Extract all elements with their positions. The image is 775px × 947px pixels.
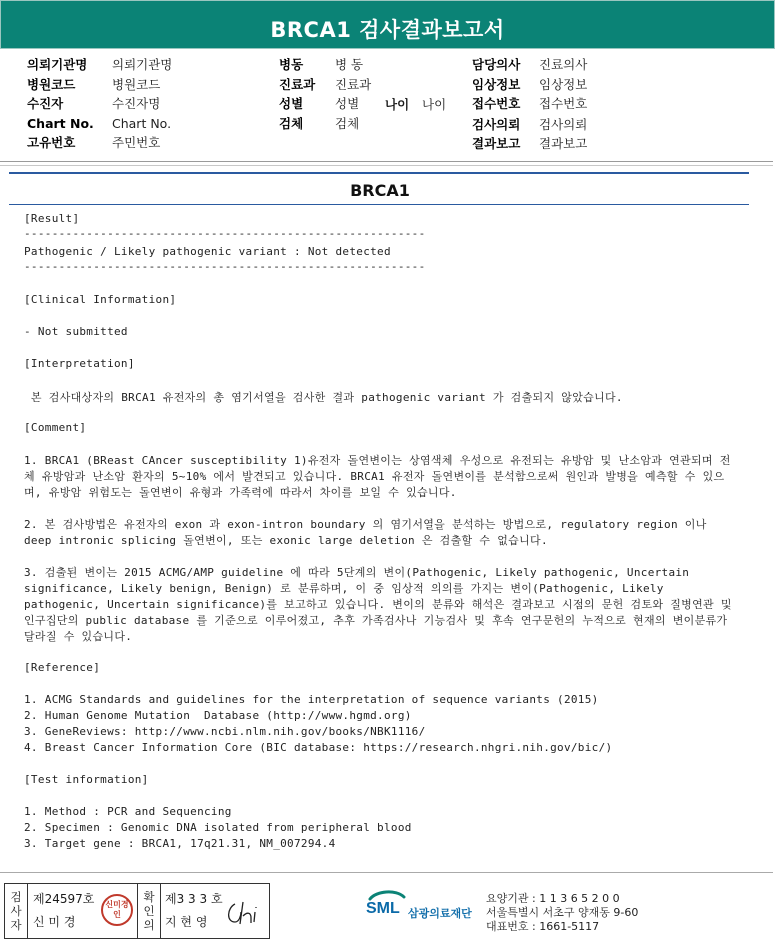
department-value: 진료과 bbox=[335, 76, 372, 92]
interpretation-heading: [Interpretation] bbox=[24, 357, 135, 370]
gene-title: BRCA1 bbox=[350, 181, 410, 200]
examiner-label: 검사자 bbox=[5, 884, 28, 938]
hospital-code-label: 병원코드 bbox=[27, 76, 76, 92]
clinical-info-value: 임상정보 bbox=[539, 76, 588, 92]
test-info-heading: [Test information] bbox=[24, 773, 149, 786]
patient-value: 수진자명 bbox=[112, 96, 161, 111]
patient-label: 수진자 bbox=[27, 96, 64, 111]
reference-heading: [Reference] bbox=[24, 661, 101, 674]
header-divider-secondary bbox=[0, 165, 773, 166]
chart-no-value: Chart No. bbox=[112, 115, 172, 131]
test-request-value: 검사의뢰 bbox=[539, 116, 588, 132]
comment-item: 3. 검출된 변이는 2015 ACMG/AMP guideline 에 따라 5단계의 변이(Pathogenic, Likely pathogenic, Uncertain significance, Likely benign, Benign) 로 분류하며, 이 중 임상적 의의를 가지는 변이(Pathogenic, Likely pathogenic, Uncertain significance)를 보고하고 있습니다. 변이의 분류와 해석은 결과보고 시점의 문헌 검토와 질병연관 및 인구집단의 public database 를 기준으로 이루어졌고, 추후 가족검사나 기능검사 및 후속 연구문헌의 누적으로 현재의 변이분류가 달라질 수 있습니다. bbox=[24, 566, 732, 643]
institution-phone: 대표번호 : 1661-5117 bbox=[486, 920, 600, 933]
logo-mark: SML bbox=[366, 900, 400, 917]
examiner-seal: 신미경인 bbox=[101, 894, 133, 926]
section-rule-bottom bbox=[9, 204, 749, 205]
reference-item: 2. Human Genome Mutation Database (http://www.hgmd.org) bbox=[24, 709, 412, 722]
result-divider-bottom: ---------------------------------------------------------- bbox=[24, 260, 426, 273]
age-value: 나이 bbox=[422, 96, 447, 112]
comment-item: 2. 본 검사방법은 유전자의 exon 과 exon-intron boundary 의 염기서열을 분석하는 방법으로, regulatory region 이나 deep intronic splicing 돌연변이, 또는 exonic large deletion 은 검출할 수 없습니다. bbox=[24, 518, 707, 547]
reviewer-label: 확인의 bbox=[137, 884, 161, 938]
result-report-label: 결과보고 bbox=[472, 136, 521, 151]
test-info-item: 3. Target gene : BRCA1, 17q21.31, NM_007294.4 bbox=[24, 837, 336, 850]
hospital-code-value: 병원코드 bbox=[112, 76, 161, 92]
specimen-value: 검체 bbox=[335, 115, 360, 131]
institution-logo bbox=[366, 889, 486, 925]
clinical-info-label: 임상정보 bbox=[472, 76, 521, 92]
reference-item: 4. Breast Cancer Information Core (BIC database: https://research.nhgri.nih.gov/bic/) bbox=[24, 741, 613, 754]
footer-divider bbox=[0, 872, 773, 873]
sex-label: 성별 bbox=[279, 96, 304, 111]
department-label: 진료과 bbox=[279, 76, 316, 92]
ward-label: 병동 bbox=[279, 57, 304, 72]
report-title: BRCA1 검사결과보고서 bbox=[270, 18, 505, 42]
test-request-label: 검사의뢰 bbox=[472, 116, 521, 132]
reviewer-signature bbox=[223, 898, 263, 928]
institution-address: 서울특별시 서초구 양재동 9-60 bbox=[486, 906, 639, 919]
examiner-license-no: 제24597호 bbox=[33, 892, 95, 906]
section-rule-top bbox=[9, 172, 749, 174]
specimen-label: 검체 bbox=[279, 115, 304, 131]
physician-value: 진료의사 bbox=[539, 57, 588, 72]
referring-institution-label: 의뢰기관명 bbox=[27, 57, 88, 72]
test-info-item: 1. Method : PCR and Sequencing bbox=[24, 805, 232, 818]
result-line: Pathogenic / Likely pathogenic variant : Not detected bbox=[24, 245, 391, 258]
accession-no-label: 접수번호 bbox=[472, 96, 521, 111]
ward-value: 병 동 bbox=[335, 57, 364, 72]
comment-heading: [Comment] bbox=[24, 421, 87, 434]
patient-info-column-2 bbox=[279, 55, 371, 133]
report-header bbox=[0, 0, 775, 49]
accession-no-value: 접수번호 bbox=[539, 96, 588, 111]
reference-item: 3. GeneReviews: http://www.ncbi.nlm.nih.gov/books/NBK1116/ bbox=[24, 725, 426, 738]
age-label: 나이 bbox=[385, 96, 410, 112]
result-report-value: 결과보고 bbox=[539, 136, 588, 151]
examiner-name: 신 미 경 bbox=[33, 915, 76, 929]
patient-info-column-3 bbox=[472, 55, 587, 154]
logo-name: 삼광의료재단 bbox=[408, 907, 472, 920]
test-info-item: 2. Specimen : Genomic DNA isolated from peripheral blood bbox=[24, 821, 412, 834]
result-divider-top: ---------------------------------------------------------- bbox=[24, 227, 426, 240]
reference-item: 1. ACMG Standards and guidelines for the interpretation of sequence variants (2015) bbox=[24, 693, 599, 706]
unique-id-label: 고유번호 bbox=[27, 135, 76, 150]
clinical-value: - Not submitted bbox=[24, 325, 128, 338]
comment-item: 1. BRCA1 (BReast CAncer susceptibility 1)유전자 돌연변이는 상염색체 우성으로 유전되는 유방암 및 난소암과 연관되며 전체 유방암과 난소암 환자의 5~10% 에서 발견되고 있습니다. BRCA1 유전자 돌연변이를 분석함으로써 원인과 발병을 예측할 수 있으며, 유방암 위험도는 돌연변이 유형과 가족력에 따라서 차이를 보일 수 있습니다. bbox=[24, 454, 731, 499]
patient-info-column-1 bbox=[27, 55, 172, 153]
referring-institution-value: 의뢰기관명 bbox=[112, 57, 173, 72]
interpretation-text: 본 검사대상자의 BRCA1 유전자의 총 염기서열을 검사한 결과 pathogenic variant 가 검출되지 않았습니다. bbox=[24, 391, 623, 404]
signature-box bbox=[4, 883, 270, 939]
reviewer-license-no: 제3 3 3 호 bbox=[165, 892, 223, 906]
unique-id-value: 주민번호 bbox=[112, 135, 161, 150]
reviewer-name: 지 현 영 bbox=[165, 915, 208, 929]
chart-no-label: Chart No. bbox=[27, 115, 94, 131]
physician-label: 담당의사 bbox=[472, 57, 521, 72]
header-divider bbox=[0, 161, 773, 162]
result-heading: [Result] bbox=[24, 212, 80, 225]
sex-value: 성별 bbox=[335, 96, 360, 111]
institution-info bbox=[486, 892, 638, 934]
clinical-heading: [Clinical Information] bbox=[24, 293, 177, 306]
institution-code: 요양기관 : 1 1 3 6 5 2 0 0 bbox=[486, 892, 620, 905]
